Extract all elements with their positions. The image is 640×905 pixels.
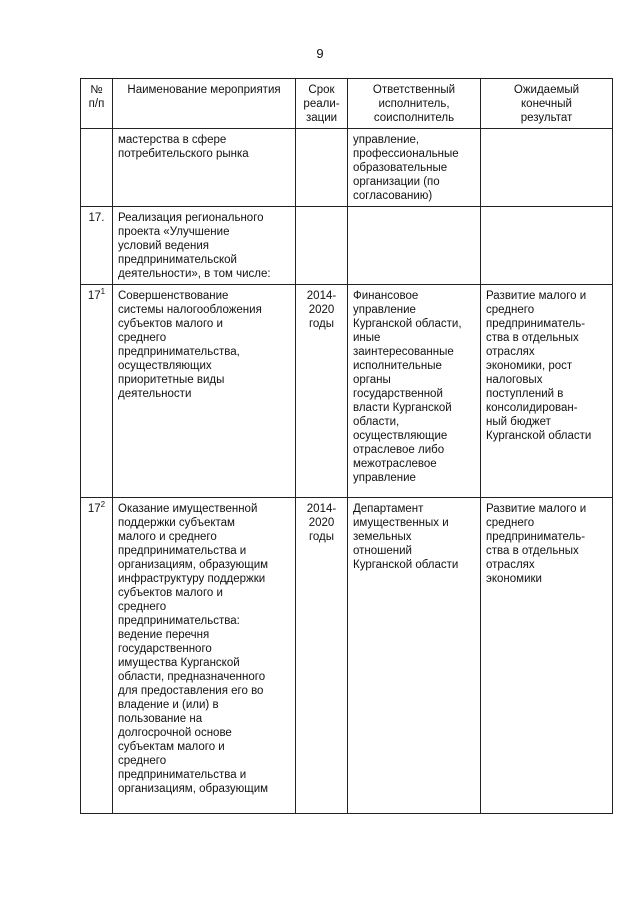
text-line: имущественных и (353, 517, 449, 529)
text-line: Развитие малого и (486, 290, 587, 302)
activity-name (113, 498, 296, 814)
activity-term (296, 285, 348, 498)
activity-responsible (348, 285, 481, 498)
text-line: области, (353, 416, 400, 428)
text-line: государственного (118, 643, 212, 655)
page-number: 9 (316, 46, 324, 61)
text-line: соисполнитель (373, 112, 455, 124)
text-line: п/п (88, 98, 105, 110)
text-line: поступлений в (486, 388, 564, 400)
text-line: приоритетные виды (118, 374, 225, 386)
text-line: среднего (118, 332, 167, 344)
activity-result (481, 498, 613, 814)
text-line: налоговых (486, 374, 543, 386)
activity-result (481, 129, 613, 207)
text-line: поддержки субъектам (118, 517, 235, 529)
text-line: осуществляющие (353, 430, 448, 442)
text-line: согласованию) (353, 190, 433, 202)
text-line: реали- (303, 98, 340, 110)
text-line: отраслях (486, 559, 535, 571)
text-line: результат (520, 112, 573, 124)
text-line: консолидирован- (486, 402, 578, 414)
table-row (81, 498, 613, 814)
activity-name (113, 285, 296, 498)
text-line: ства в отдельных (486, 545, 579, 557)
text-line: организациям, образующим (118, 559, 269, 571)
text-line: владение и (или) в (118, 699, 219, 711)
text-line: субъектов малого и (118, 318, 223, 330)
text-line: 2020 (308, 517, 335, 529)
text-line: предпринимательства и (118, 769, 247, 781)
header-responsible (348, 79, 481, 129)
table-row (81, 129, 613, 207)
text-line: Срок (308, 84, 335, 96)
text-line: субъектам малого и (118, 741, 225, 753)
text-line: долгосрочной основе (118, 727, 232, 739)
activities-table (80, 78, 613, 814)
text-line: государственной (353, 388, 443, 400)
text-line: организации (по (353, 176, 440, 188)
text-line: отношений (353, 545, 412, 557)
header-no (81, 79, 113, 129)
text-line: субъектов малого и (118, 587, 223, 599)
text-line: земельных (353, 531, 412, 543)
text-line: межотраслевое (353, 458, 437, 470)
text-line: Курганской области (353, 559, 459, 571)
header-term (296, 79, 348, 129)
text-line: 2014- (306, 290, 337, 302)
text-line: среднего (118, 755, 167, 767)
text-line: годы (308, 318, 335, 330)
header-result (481, 79, 613, 129)
header-name (113, 79, 296, 129)
text-line: управление, (353, 134, 420, 146)
text-line: предпринимательской (118, 254, 237, 266)
text-line: организациям, образующим (118, 783, 269, 795)
text-line: предпринимательства и (118, 545, 247, 557)
text-line: конечный (521, 98, 572, 110)
text-line: предпринимательства, (118, 346, 240, 358)
text-line: среднего (118, 601, 167, 613)
text-line: среднего (486, 517, 535, 529)
text-line: пользование на (118, 713, 203, 725)
text-line: малого и среднего (118, 531, 217, 543)
text-line: предприниматель- (486, 531, 586, 543)
text-line: Курганской области (486, 430, 592, 442)
text-line: ведение перечня (118, 629, 210, 641)
activity-responsible (348, 207, 481, 285)
row-number: $17^1$ (81, 285, 113, 498)
text-line: ства в отдельных (486, 332, 579, 344)
activity-responsible (348, 129, 481, 207)
text-line: мастерства в сфере (118, 134, 227, 146)
activity-term (296, 207, 348, 285)
text-line: годы (308, 531, 335, 543)
text-line: Ожидаемый (513, 84, 580, 96)
text-line: предпринимательства: (118, 615, 240, 627)
text-line: отраслевое либо (353, 444, 445, 456)
text-line: проекта «Улучшение (118, 226, 230, 238)
activity-responsible (348, 498, 481, 814)
text-line: условий ведения (118, 240, 209, 252)
table-header-row (81, 79, 613, 129)
text-line: исполнитель, (378, 98, 450, 110)
text-line: заинтересованные (353, 346, 454, 358)
text-line: предприниматель- (486, 318, 586, 330)
row-number: $17^2$ (81, 498, 113, 814)
text-line: отраслях (486, 346, 535, 358)
activity-result (481, 285, 613, 498)
text-line: № (90, 84, 103, 96)
text-line: имущества Курганской (118, 657, 240, 669)
text-line: образовательные (353, 162, 448, 174)
text-line: органы (353, 374, 391, 386)
text-line: Развитие малого и (486, 503, 587, 515)
text-line: Совершенствование (118, 290, 229, 302)
text-line: потребительского рынка (118, 148, 249, 160)
activity-term (296, 129, 348, 207)
text-line: деятельности (118, 388, 192, 400)
text-line: Оказание имущественной (118, 503, 258, 515)
text-line: управление (353, 472, 416, 484)
text-line: профессиональные (353, 148, 459, 160)
text-line: управление (353, 304, 416, 316)
text-line: Ответственный (372, 84, 456, 96)
text-line: ный бюджет (486, 416, 551, 428)
text-line: Финансовое (353, 290, 419, 302)
text-line: Департамент (353, 503, 424, 515)
text-line: инфраструктуру поддержки (118, 573, 266, 585)
row-number (81, 129, 113, 207)
text-line: власти Курганской (353, 402, 452, 414)
text-line: Курганской области, (353, 318, 462, 330)
activity-name (113, 129, 296, 207)
activity-name (113, 207, 296, 285)
text-line: деятельности», в том числе: (118, 268, 271, 280)
text-line: среднего (486, 304, 535, 316)
text-line: 2014- (306, 503, 337, 515)
text-line: Реализация регионального (118, 212, 264, 224)
text-line: экономики, рост (486, 360, 573, 372)
text-line: Наименование мероприятия (127, 84, 281, 96)
text-line: иные (353, 332, 381, 344)
text-line: исполнительные (353, 360, 442, 372)
text-line: осуществляющих (118, 360, 212, 372)
text-line: зации (305, 112, 338, 124)
row-number: 17. (81, 207, 113, 285)
text-line: для предоставления его во (118, 685, 264, 697)
text-line: экономики (486, 573, 542, 585)
table-row (81, 207, 613, 285)
activity-result (481, 207, 613, 285)
text-line: области, предназначенного (118, 671, 266, 683)
activity-term (296, 498, 348, 814)
table-row (81, 285, 613, 498)
text-line: 2020 (308, 304, 335, 316)
text-line: системы налогообложения (118, 304, 262, 316)
